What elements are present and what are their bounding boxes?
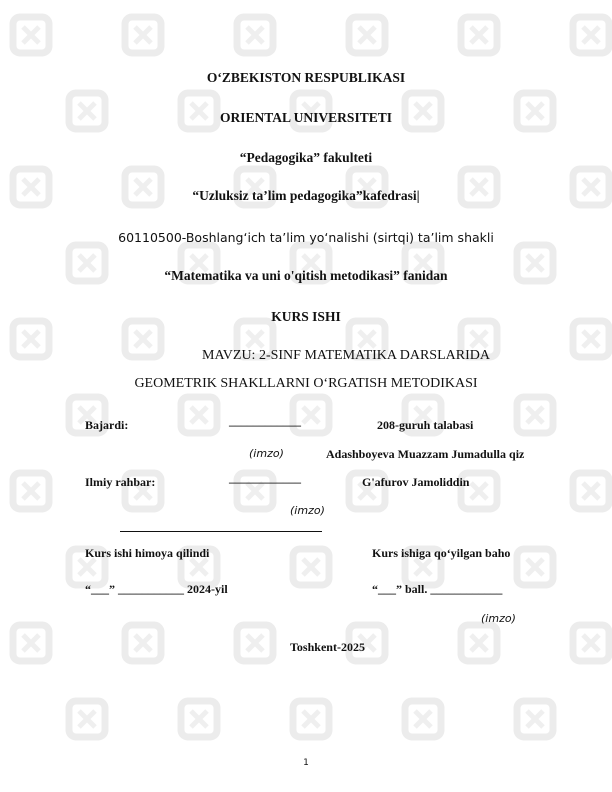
- department-heading: “Uzluksiz ta’lim pedagogika”kafedrasi|: [192, 188, 420, 203]
- watermark-logo-icon: [288, 696, 334, 742]
- author-signature-line: ____________: [229, 414, 301, 428]
- defense-date-line: “___” ___________ 2024-yil: [85, 582, 228, 596]
- watermark-logo-icon: [288, 544, 334, 590]
- supervisor-label: Ilmiy rahbar:: [85, 475, 156, 489]
- watermark-logo-icon: [64, 696, 110, 742]
- supervisor-name: G'afurov Jamoliddin: [362, 475, 470, 489]
- country-heading: O‘ZBEKISTON RESPUBLIKASI: [206, 70, 406, 85]
- watermark-logo-icon: [512, 544, 558, 590]
- author-imzo: (imzo): [249, 447, 284, 460]
- document-type: KURS ISHI: [271, 309, 341, 324]
- topic-line-2: GEOMETRIK SHAKLLARNI O‘RGATISH METODIKASI: [134, 376, 478, 391]
- supervisor-signature-line: ____________: [229, 471, 301, 485]
- supervisor-imzo: (imzo): [290, 504, 325, 517]
- faculty-heading: “Pedagogika” fakulteti: [239, 150, 373, 165]
- watermark-logo-icon: [176, 392, 222, 438]
- author-name: Adashboyeva Muazzam Jumadulla qiz: [326, 447, 525, 461]
- grade-imzo: (imzo): [481, 612, 516, 625]
- watermark-logo-icon: [568, 12, 612, 58]
- subject-line: “Matematika va uni o'qitish metodikasi” fanidan: [164, 268, 448, 283]
- grade-ball-line: “___” ball. ____________: [372, 582, 503, 596]
- page-number: 1: [303, 758, 309, 768]
- program-line: 60110500-Boshlang‘ich ta’lim yo‘nalishi (sirtqi) ta’lim shakli: [118, 230, 494, 245]
- city-year: Toshkent-2025: [290, 640, 365, 654]
- watermark-logo-icon: [344, 12, 390, 58]
- watermark-logo-icon: [400, 696, 446, 742]
- watermark-logo-icon: [120, 12, 166, 58]
- watermark-logo-icon: [512, 392, 558, 438]
- grade-label: Kurs ishiga qo‘yilgan baho: [372, 546, 511, 560]
- university-heading: ORIENTAL UNIVERSITETI: [220, 110, 392, 125]
- watermark-logo-icon: [8, 12, 54, 58]
- watermark-logo-icon: [232, 12, 278, 58]
- divider-line: [120, 531, 322, 532]
- defense-label: Kurs ishi himoya qilindi: [85, 546, 210, 560]
- topic-line-1: MAVZU: 2-SINF MATEMATIKA DARSLARIDA: [202, 348, 490, 363]
- watermark-logo-icon: [568, 468, 612, 514]
- watermark-logo-icon: [8, 468, 54, 514]
- watermark-logo-icon: [512, 696, 558, 742]
- author-group: 208-guruh talabasi: [377, 418, 474, 432]
- watermark-logo-icon: [456, 12, 502, 58]
- author-label: Bajardi:: [85, 418, 129, 432]
- watermark-logo-icon: [176, 696, 222, 742]
